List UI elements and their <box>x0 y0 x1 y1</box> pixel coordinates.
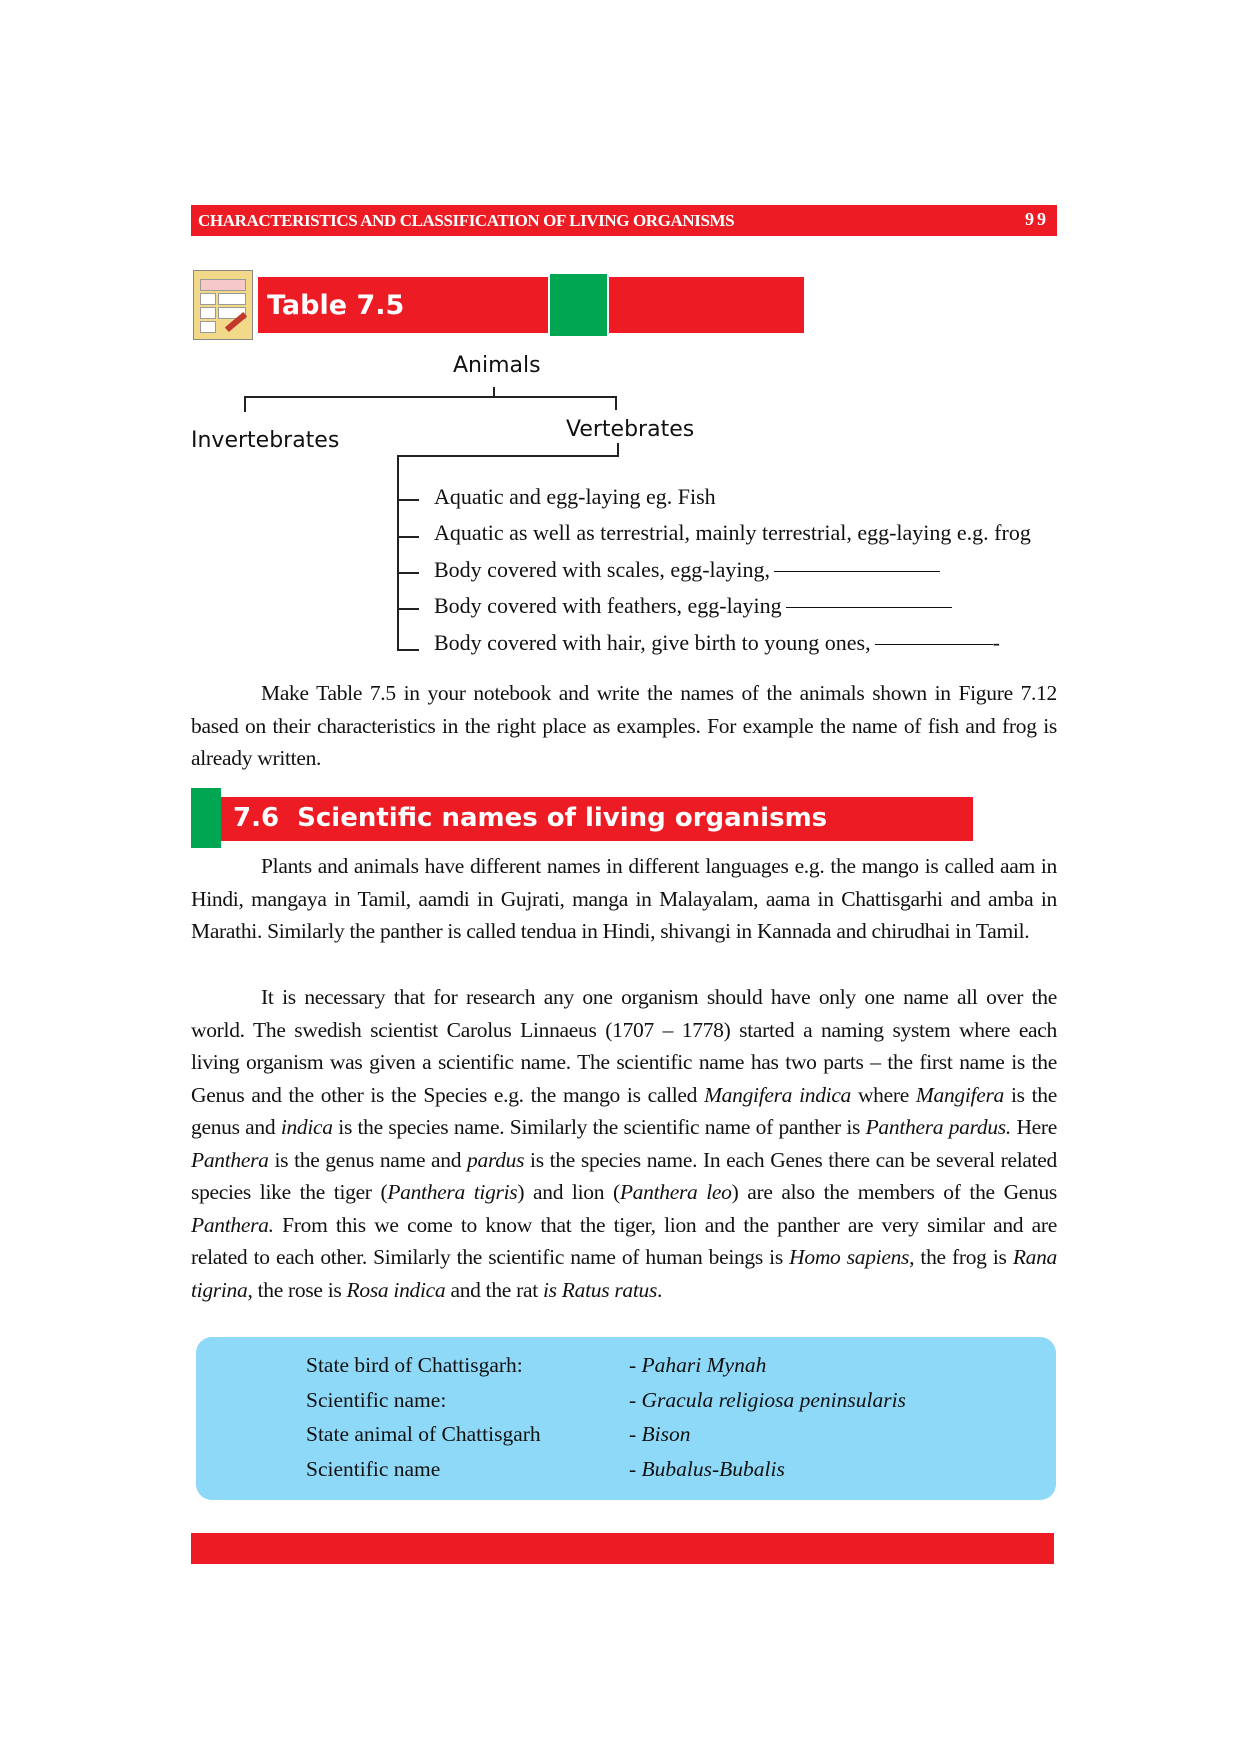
paragraph-text-run: ) and lion ( <box>517 1180 620 1204</box>
section-heading: 7.6 Scientific names of living organisms <box>233 803 828 833</box>
table-banner <box>258 277 804 333</box>
info-label: State animal of Chattisgarh <box>306 1422 541 1446</box>
chapter-header-bar <box>191 205 1057 236</box>
chapter-title: CHARACTERISTICS AND CLASSIFICATION OF LIVING ORGANISMS <box>198 211 735 230</box>
scientific-name-italic: Panthera. <box>191 1212 274 1237</box>
scientific-name-italic: Homo sapiens <box>789 1245 910 1269</box>
scientific-name-italic: indica <box>280 1115 333 1139</box>
scientific-name-italic: Mangifera <box>915 1082 1004 1107</box>
section-heading-bar <box>221 797 973 841</box>
intro-paragraph: Make Table 7.5 in your notebook and write the names of the animals shown in Figure 7.12 based on their characteristics in the right place as examples. For example the name of fish and frog is already written. <box>191 681 1057 770</box>
vertebrate-class-amphibian: Aquatic as well as terrestrial, mainly terrestrial, egg-laying e.g. frog <box>434 520 1031 545</box>
section-green-block <box>191 788 221 848</box>
scientific-name-italic: Panthera pardus. <box>865 1115 1011 1139</box>
scientific-name-italic: is Ratus ratus <box>542 1277 658 1302</box>
vertebrate-class-bird: Body covered with feathers, egg-laying <box>434 593 952 619</box>
info-value: - Pahari Mynah <box>629 1353 767 1377</box>
paragraph-text-run: and the rat <box>445 1277 543 1302</box>
info-value: - Gracula religiosa peninsularis <box>629 1388 906 1412</box>
paragraph-text-run: , the frog is <box>909 1245 1013 1269</box>
paragraph-text-run: It is necessary that for research any one organism should have only one name all over the world. The swedish scientist Carolus Linnaeus (1707 – 1778) started a naming system where each living organism was given a scientific name. The scientific name has two parts – the first name is the Genus and the other is the Species e.g. the mango is called <box>191 985 1057 1107</box>
scientific-name-italic: Rana tigrina <box>191 1245 1057 1302</box>
tree-branch-invertebrates: Invertebrates <box>191 428 340 453</box>
info-label: State bird of Chattisgarh: <box>306 1353 523 1377</box>
info-value: - Bubalus-Bubalis <box>629 1457 785 1481</box>
page-number: 99 <box>1025 209 1049 229</box>
paragraph-text-run: Here <box>1010 1115 1058 1139</box>
scientific-name-italic: pardus <box>467 1147 525 1172</box>
paragraph-text-run: , the rose is <box>247 1277 347 1302</box>
scientific-name-italic: Panthera leo <box>619 1180 732 1204</box>
tree-branch-vertebrates: Vertebrates <box>566 417 695 442</box>
paragraph-text-run: is the genus name and <box>268 1147 468 1172</box>
paragraph-text-run: . <box>657 1277 663 1302</box>
table-label: Table 7.5 <box>267 290 405 321</box>
tree-root-animals: Animals <box>453 353 541 378</box>
paragraph-text-run: is the genus and <box>191 1082 1057 1139</box>
info-label: Scientific name <box>306 1457 441 1481</box>
footer-bar <box>191 1533 1054 1564</box>
vertebrate-class-mammal: Body covered with hair, give birth to young ones, - <box>434 630 1000 655</box>
info-value: - Bison <box>629 1422 691 1446</box>
vertebrate-class-fish: Aquatic and egg-laying eg. Fish <box>434 484 716 509</box>
paragraph-text-run: From this we come to know that the tiger, lion and the panther are very similar and are related to each other. Similarly the scientific name of human beings is <box>191 1212 1057 1269</box>
paragraph-names-in-languages: Plants and animals have different names in different languages e.g. the mango is called aam in Hindi, mangaya in Tamil, aamdi in Gujrati, manga in Malayalam, aama in Chattisgarhi and amba in Marathi. Similarly the panther is called tendua in Hindi, shivangi in Kannada and chirudhai in Tamil. <box>191 854 1057 943</box>
scientific-name-italic: Rosa indica <box>346 1277 446 1302</box>
scientific-name-italic: Panthera tigris <box>387 1180 518 1204</box>
state-symbols-box <box>196 1337 1056 1500</box>
paragraph-text-run: where <box>851 1082 916 1107</box>
paragraph-text-run: is the species name. Similarly the scientific name of panther is <box>332 1115 866 1139</box>
paragraph-scientific-naming <box>191 981 1057 1306</box>
info-label: Scientific name: <box>306 1388 447 1412</box>
scientific-name-italic: Mangifera indica <box>704 1082 852 1107</box>
scientific-name-italic: Panthera <box>191 1147 269 1172</box>
vertebrate-class-reptile: Body covered with scales, egg-laying, <box>434 557 940 583</box>
paragraph-text-run: ) are also the members of the Genus <box>731 1180 1057 1204</box>
paragraph-text-run: is the species name. In each Genes there can be several related species like the tiger ( <box>191 1147 1057 1204</box>
table-icon <box>193 270 253 340</box>
